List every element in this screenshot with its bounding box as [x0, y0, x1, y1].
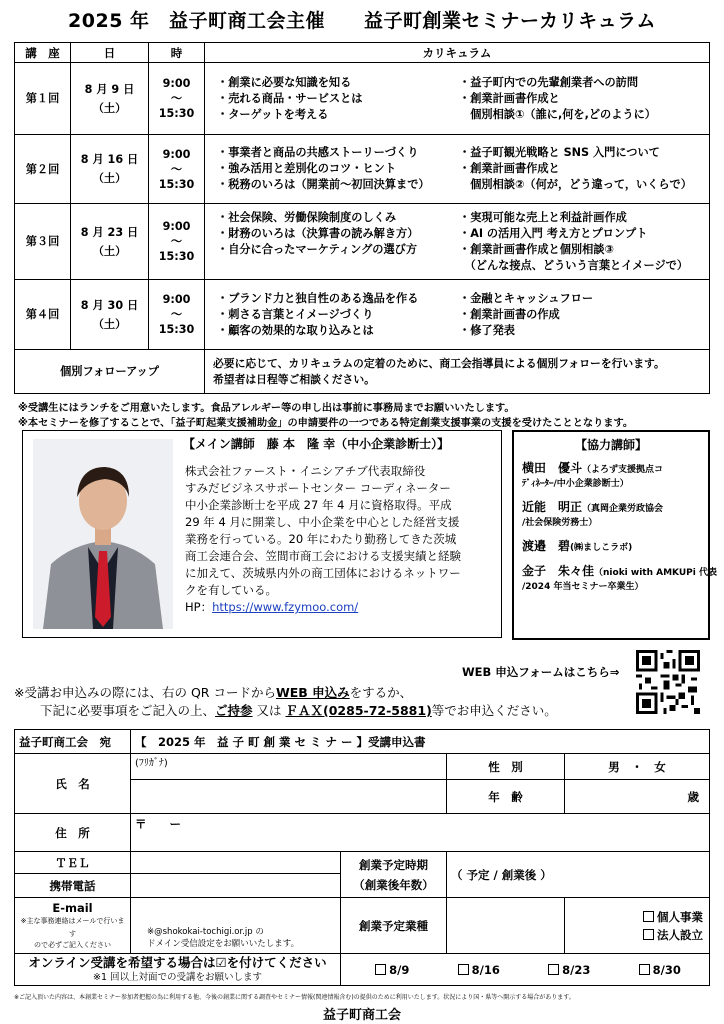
session-start: 9:00: [162, 293, 191, 306]
coop-instructors-box: [512, 430, 717, 640]
instructor-box: [22, 430, 502, 638]
session-curriculum-columns: [213, 210, 709, 274]
session-end: 15:30: [158, 323, 195, 336]
session-start: 9:00: [162, 147, 191, 161]
session-curriculum: [205, 280, 710, 350]
bio-line: 株式会社ファースト・イニシアチブ代表取締役: [185, 464, 426, 478]
session-tilde: ～: [170, 308, 183, 321]
curriculum-item: ・創業に必要な知識を知る: [217, 75, 352, 89]
checkbox-icon: [643, 929, 654, 940]
online-date-label: 8/9: [389, 962, 410, 977]
curriculum-item: ・AI の活用入門 考え方とプロンプト: [459, 226, 648, 240]
checkbox-icon: [458, 964, 469, 975]
coop-member: [522, 499, 704, 530]
session-tilde: ～: [170, 162, 183, 176]
curriculum-item: ・ターゲットを考える: [217, 107, 329, 121]
coop-member: [522, 460, 704, 491]
age-field[interactable]: [565, 780, 710, 814]
age-label: 年 齢: [447, 780, 565, 814]
curriculum-item: ・刺さる言葉とイメージづくり: [217, 307, 374, 321]
curriculum-item: 個別相談①（誰に,何を,どのように）: [459, 107, 656, 121]
form-title: 【 2025 年 益 子 町 創 業 セ ミ ナ ー 】受講申込書: [131, 730, 710, 754]
online-date-label: 8/16: [471, 962, 500, 977]
apply-text: 又は: [256, 703, 282, 718]
hp-link[interactable]: https://www.fzymoo.com/: [212, 600, 359, 614]
session-curriculum: [205, 204, 710, 280]
session-date: [71, 280, 149, 350]
option-corporation[interactable]: [569, 926, 703, 944]
session-start: 9:00: [162, 220, 191, 233]
coop-affiliation: （nioki with AMKUPi 代表: [594, 568, 717, 578]
curriculum-item: ・創業計画書作成と: [459, 162, 560, 175]
curriculum-left: [213, 75, 459, 123]
footer-organization: 益子町商工会: [322, 1008, 401, 1023]
session-weekday: （土）: [92, 244, 127, 258]
option-sole-proprietor[interactable]: [569, 908, 703, 926]
tel-field[interactable]: [131, 852, 341, 874]
address-label: 住 所: [15, 814, 131, 852]
session-start: 9:00: [162, 77, 191, 90]
header-date: 日: [71, 43, 149, 63]
bio-line: 29 年 4 月に開業し、中小企業を中心とした経営支援: [185, 515, 460, 529]
instructor-photo: [33, 439, 173, 629]
session-curriculum-columns: [213, 145, 709, 193]
checkbox-icon: [639, 964, 650, 975]
curriculum-header-row: [15, 43, 710, 63]
curriculum-item: ・顧客の効果的な取り込みとは: [217, 323, 374, 337]
coop-line: [522, 460, 704, 477]
curriculum-item: ・益子町観光戦略と SNS 入門について: [459, 146, 660, 159]
session-label: 第３回: [15, 204, 71, 280]
session-date-text: 8 月 30 日: [80, 298, 139, 312]
apply-line-2: [40, 701, 557, 719]
web-form-label: WEB 申込フォームはこちら⇒: [462, 665, 620, 679]
sex-label: 性 別: [447, 754, 565, 780]
email-field[interactable]: [131, 898, 341, 954]
session-tilde: ～: [170, 92, 183, 105]
curriculum-item: ・自分に合ったマーケティングの選び方: [217, 242, 418, 256]
online-dates: [341, 954, 710, 986]
session-end: 15:30: [158, 250, 195, 263]
coop-line: [522, 499, 704, 516]
apply-text: 等でお申込ください。: [431, 703, 557, 718]
bio-line: に加えて、茨城県内外の商工団体におけるネットワー: [185, 566, 461, 580]
online-date-label: 8/30: [652, 962, 681, 977]
instructor-bio: [185, 463, 501, 599]
plan-label-2: （創業後年数）: [353, 877, 434, 892]
session-weekday: （土）: [92, 172, 127, 185]
session-curriculum-columns: [213, 75, 709, 123]
followup-row: [15, 350, 710, 394]
coop-heading: 【協力講師】: [574, 438, 647, 452]
session-date: [71, 135, 149, 204]
coop-name: 金子 朱々佳: [522, 564, 595, 578]
curriculum-item: ・強み活用と差別化のコツ・ヒント: [217, 162, 397, 175]
online-label-cell: [15, 954, 341, 986]
coop-affiliation: （真岡企業労政協会: [582, 504, 664, 514]
plan-label-1: 創業予定時期: [359, 857, 428, 872]
lunch-note: ※受講生にはランチをご用意いたします。食品アレルギー等の申し出は事前に事務局までお願いいたします。: [18, 403, 515, 414]
form-to: 益子町商工会 宛: [15, 730, 131, 754]
checkbox-icon: [548, 964, 559, 975]
session-weekday: （土）: [92, 317, 127, 331]
session-curriculum: [205, 63, 710, 135]
tel-label: ＴＥＬ: [15, 852, 131, 874]
curriculum-item: ・ブランド力と独自性のある逸品を作る: [217, 291, 419, 305]
plan-period-value: （ 予定 / 創業後 ）: [451, 867, 552, 882]
curriculum-right: [459, 145, 709, 193]
curriculum-item: ・財務のいろは（決算書の読み解き方）: [217, 226, 419, 240]
session-row-2: [15, 135, 710, 204]
curriculum-item: ・金融とキャッシュフロー: [459, 291, 594, 305]
coop-line: [522, 538, 704, 555]
apply-text: をするか、: [349, 685, 413, 700]
page-title: 2025 年 益子町商工会主催 益子町創業セミナーカリキュラム: [68, 10, 656, 32]
curriculum-item: ・創業計画書作成と個別相談③: [459, 242, 614, 256]
business-form-options: [565, 898, 710, 954]
curriculum-item: ・益子町内での先輩創業者への訪問: [459, 75, 639, 89]
web-apply-emphasis: WEB 申込み: [275, 685, 350, 700]
curriculum-table: [14, 42, 710, 394]
session-row-4: [15, 280, 710, 350]
session-row-1: [15, 63, 710, 135]
coop-affiliation: （よろず支援拠点コ: [582, 465, 664, 475]
curriculum-item: ・売れる商品・サービスとは: [217, 91, 363, 105]
session-label: 第２回: [15, 135, 71, 204]
sex-field[interactable]: 男 ・ 女: [565, 754, 710, 780]
session-date: [71, 204, 149, 280]
email-label: E-mail: [52, 900, 93, 915]
plan-period-label: [341, 852, 447, 898]
curriculum-item: ・創業計画書の作成: [459, 307, 560, 321]
curriculum-item: ・創業計画書作成と: [459, 91, 560, 105]
coop-affiliation: /社会保険労務士）: [522, 518, 598, 528]
option-label: 個人事業: [657, 909, 703, 924]
session-label: 第４回: [15, 280, 71, 350]
mobile-field[interactable]: [131, 874, 341, 898]
email-label-cell: [15, 898, 131, 954]
session-curriculum-columns: [213, 291, 709, 339]
header-time: 時: [149, 43, 205, 63]
coop-name: 近能 明正: [522, 500, 583, 514]
coop-member: [522, 563, 717, 594]
online-note: ※1 回以上対面での受講をお願いします: [92, 971, 263, 983]
business-type-label: 創業予定業種: [341, 898, 447, 954]
coop-affiliation: /2024 年当セミナー卒業生）: [522, 582, 644, 592]
session-curriculum: [205, 135, 710, 204]
curriculum-right: [459, 291, 709, 339]
certification-note: ※本セミナーを修了することで、「益子町起業支援補助金」の申請要件の一つである特定創業支援事業の支援を受けたこととなります。: [18, 418, 634, 429]
session-label: 第１回: [15, 63, 71, 135]
coop-name: 横田 優斗: [522, 461, 583, 475]
apply-text: ※受講お申込みの際には、右の QR コードから: [14, 685, 276, 700]
application-form: [14, 729, 710, 986]
coop-line: [522, 563, 717, 580]
header-course: 講 座: [15, 43, 71, 63]
bio-line: 業務を行っている。20 年にわたり勤務してきた茨城: [185, 532, 457, 546]
curriculum-item: ・社会保険、労働保険制度のしくみ: [217, 210, 397, 224]
curriculum-right: [459, 75, 709, 123]
email-hint-2: ドメイン受信設定をお願いいたします。: [147, 939, 300, 949]
instructor-hp: [185, 599, 358, 616]
session-time: [149, 280, 205, 350]
online-date-option[interactable]: [548, 963, 590, 977]
session-date-text: 8 月 16 日: [80, 153, 139, 166]
option-label: 法人設立: [657, 927, 703, 942]
mobile-label: 携帯電話: [15, 874, 131, 898]
postal-mark: 〒 ー: [135, 817, 181, 831]
email-hint-1: ※@shokokai-tochigi.or.jp の: [147, 927, 264, 937]
followup-text-1: 必要に応じて、カリキュラムの定着のために、商工会指導員による個別フォローを行います。: [213, 356, 665, 370]
session-end: 15:30: [158, 177, 195, 191]
session-weekday: （土）: [92, 101, 127, 115]
hp-label: HP：: [185, 600, 213, 614]
apply-text: 下記に必要事項をご記入の上、: [40, 703, 216, 718]
session-time: [149, 63, 205, 135]
coop-affiliation: ﾃﾞｨﾈｰﾀｰ/中小企業診断士）: [522, 479, 629, 489]
apply-line-1: [14, 683, 412, 701]
bio-line: 中小企業診断士を平成 27 年 4 月に資格取得。平成: [185, 498, 452, 512]
address-field[interactable]: [131, 814, 710, 852]
checkbox-icon: [643, 911, 654, 922]
curriculum-right: [459, 210, 709, 274]
curriculum-left: [213, 291, 459, 339]
coop-member: [522, 538, 704, 555]
instructor-heading: 【メイン講師 藤 本 隆 幸（中小企業診断士）】: [183, 437, 450, 451]
curriculum-left: [213, 145, 459, 193]
privacy-note: ※ご記入頂いた内容は、本創業セミナー参加者把握の為に利用する他、今後の創業に関する調査やセミナー情報(関連情報含む)の提供のために利用いたします。状況により国・県等へ開示する場合があります。: [14, 994, 575, 1001]
online-date-option[interactable]: [375, 963, 409, 977]
age-unit: 歳: [687, 789, 699, 804]
plan-period-field[interactable]: [447, 852, 710, 898]
header-curriculum: カリキュラム: [205, 43, 710, 63]
curriculum-item: ・税務のいろは（開業前～初回決算まで）: [217, 178, 430, 191]
coop-affiliation: (㈱ましこラボ): [570, 543, 633, 553]
furigana-label: (ﾌﾘｶﾞﾅ): [135, 758, 168, 769]
curriculum-item: ・事業者と商品の共感ストーリーづくり: [217, 146, 419, 159]
session-time: [149, 204, 205, 280]
session-date-text: 8 月 23 日: [80, 225, 139, 239]
online-date-option[interactable]: [639, 963, 681, 977]
session-end: 15:30: [158, 107, 195, 120]
followup-text-2: 希望者は日程等ご相談ください。: [213, 372, 375, 386]
curriculum-item: 個別相談②（何が，どう違って，いくらで）: [459, 178, 692, 191]
curriculum-item: （どんな接点、どういう言葉とイメージで）: [459, 258, 689, 272]
qr-code-icon[interactable]: [636, 650, 700, 714]
name-label: 氏 名: [15, 754, 131, 814]
curriculum-item: ・修了発表: [459, 323, 515, 337]
checkbox-icon: [375, 964, 386, 975]
email-note-2: ので必ずご記入ください: [34, 940, 111, 949]
online-date-label: 8/23: [562, 962, 591, 977]
curriculum-item: ・実現可能な売上と利益計画作成: [459, 210, 627, 224]
session-time: [149, 135, 205, 204]
bio-line: 商工会連合会、笠間市商工会における支援実績と経験: [185, 549, 461, 563]
session-row-3: [15, 204, 710, 280]
session-date-text: 8 月 9 日: [84, 82, 135, 96]
email-note-1: ※主な事務連絡はメールで行います: [20, 916, 125, 938]
coop-name: 渡邉 碧: [522, 539, 571, 553]
followup-label: 個別フォローアップ: [15, 350, 205, 394]
business-type-field[interactable]: [447, 898, 565, 954]
online-label: オンライン受講を希望する場合は☑を付けてください: [28, 954, 327, 970]
fax-number: ＦＡＸ(0285-72-5881): [285, 703, 432, 718]
furigana-field[interactable]: [131, 754, 447, 780]
name-field[interactable]: [131, 780, 447, 814]
online-date-option[interactable]: [458, 963, 500, 977]
bio-line: すみだビジネスサポートセンター コーディネーター: [185, 481, 451, 495]
session-tilde: ～: [170, 235, 183, 248]
bio-line: クを有している。: [185, 583, 277, 597]
session-date: [71, 63, 149, 135]
bring-emphasis: ご持参: [215, 703, 253, 718]
curriculum-left: [213, 210, 459, 274]
